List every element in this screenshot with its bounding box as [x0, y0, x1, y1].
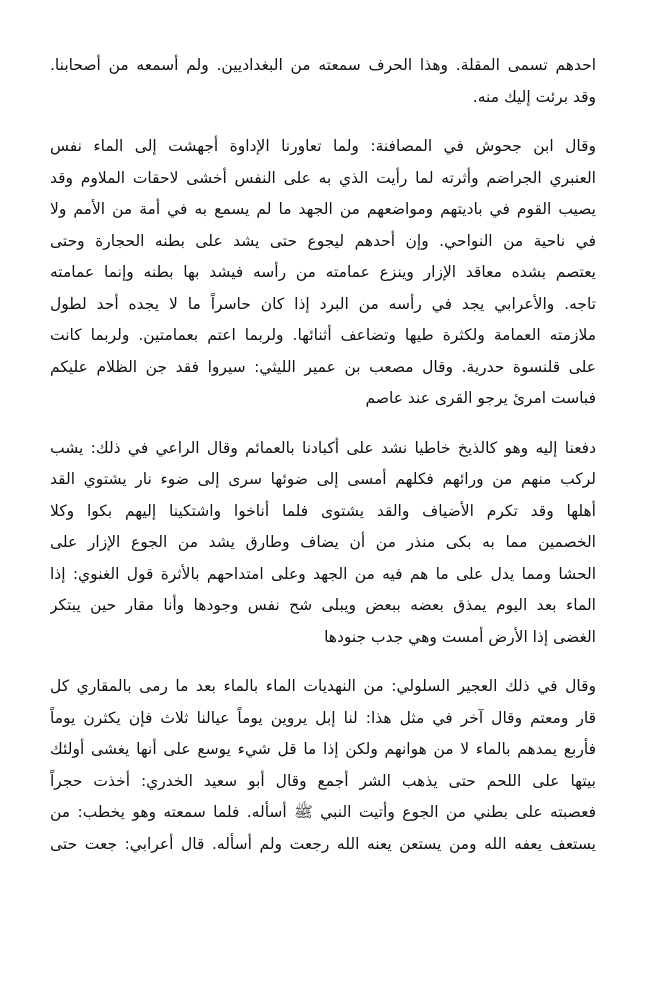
text-line: لركب منهم من ورائهم فكلهم أمسى إلى ضوئها سرى إلى ضوء نار يشتوي القد — [50, 470, 596, 488]
text-line: يصيب القوم في باديتهم ومواضعهم من الجهد ما لم يسمع به في أمة من الأمم ولا — [50, 200, 596, 218]
text-line: بيتها على اللحم حتى يذهب الشر أجمع وقال أبو سعيد الخدري: أخذت حجراً — [50, 771, 596, 790]
text-line: احدهم تسمى المقلة. وهذا الحرف سمعته من البغداديين. ولم أسمعه من أصحابنا. — [50, 56, 596, 74]
text-line: الماء بعد اليوم يمذق بعضه ببعض ويبلى شح نفس وجودها وأنا مقار حين يبتكر — [50, 596, 596, 614]
text-line: دفعنا إليه وهو كالذيخ خاطيا نشد على أكبادنا بالعمائم وقال الراعي في ذلك: يشب — [50, 438, 596, 457]
text-line: تاجه. والأعرابي يجد في رأسه من البرد إذا كان حاسراً ما لا يجده أحد لطول — [50, 294, 596, 313]
paragraph-2 — [50, 131, 596, 415]
text-line: يستعف يعفه الله ومن يستعن يعنه الله رجعت ولم أسأله. قال أعرابي: جعت حتى — [50, 834, 596, 853]
text-line: فباست امرئ يرجو القرى عند عاصم — [365, 389, 596, 407]
text-line: على قلنسوة حدرية. وقال مصعب بن عمير الليثي: سيروا فقد جن الظلام عليكم — [50, 357, 596, 376]
text-line: فعصبته على بطني من الجوع وأتيت النبي ﷺ أسأله. فلما سمعته وهو يخطب: من — [50, 803, 596, 821]
paragraph-4 — [50, 671, 596, 860]
text-line: وقد برئت إليك منه. — [472, 87, 596, 106]
text-line: ملازمته العمامة ولكثرة طيها وتضاعف أثنائها. ولربما اعتم بعمامتين. ولربما كانت — [50, 326, 596, 344]
text-line: فأربع يمدهم بالماء لا من هوانهم ولكن إذا ما قل شيء يوسع على أنها يغشى أولئك — [50, 740, 596, 758]
text-line: الغضى إذا الأرض أمست وهي جدب جنودها — [324, 627, 596, 646]
text-line: يعتصم بشده معاقد الإزار وينزع عمامته من رأسه فيشد بها بطنه وإنما عمامته — [50, 263, 596, 281]
paragraph-1 — [50, 50, 596, 113]
text-line: العنبري الجراضم وأثرته لما رأيت الذي به على النفس أخشى لاحقات الملاوم وقد — [50, 168, 596, 187]
text-line: الخصمين مما به بكى منذر من أن يضاف وطارق يشد من الجوع الإزار على — [50, 533, 596, 551]
text-line: قار ومعتم وقال آخر في مثل هذا: لنا إبل يروين يوماً عيالنا ثلاث فإن يكثرن يوماً — [50, 708, 596, 727]
text-line: وقال في ذلك العجير السلولي: من النهديات الماء بالماء بعد ما رمى بالمقاري كل — [50, 677, 596, 695]
text-line: الحشا ومما يدل على ما هم فيه من الجهد وعلى امتداحهم بالأثرة قول الغنوي: إذا — [50, 564, 596, 583]
text-line: في ناحية من النواحي. وإن أحدهم ليجوع حتى يشد على بطنه الحجارة وحتى — [50, 231, 596, 250]
paragraph-3 — [50, 433, 596, 654]
document-page — [50, 50, 596, 878]
text-line: وقال ابن جحوش في المصافنة: ولما تعاورنا الإداوة أجهشت إلى الماء نفس — [50, 137, 596, 155]
text-line: أهلها وقد تكرم الأضياف والقد يشتوى فلما أناخوا واشتكينا إليهم بكوا وكلا — [50, 501, 596, 520]
